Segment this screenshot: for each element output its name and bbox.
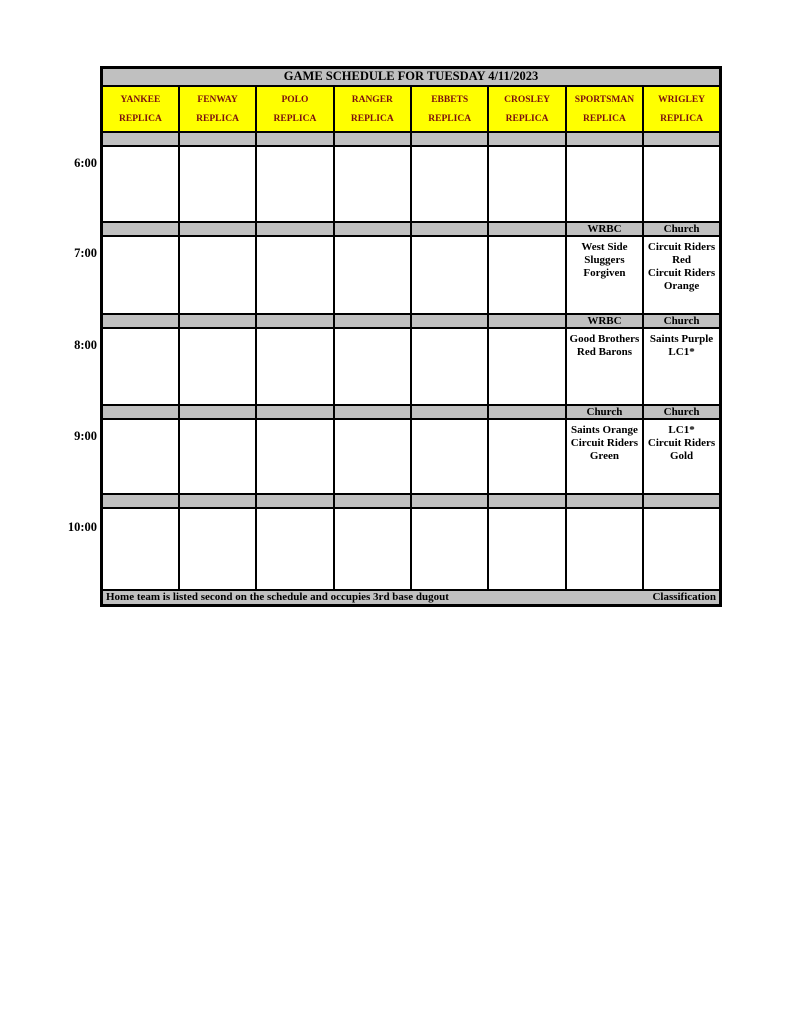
band-cell <box>256 132 333 146</box>
field-header-crosley <box>488 86 565 132</box>
band-cell <box>488 314 565 328</box>
game-cell <box>256 508 333 590</box>
band-cell <box>334 494 411 508</box>
game-cell <box>102 146 179 222</box>
footer-row <box>102 590 721 606</box>
field-header-wrigley <box>643 86 720 132</box>
team-name: Good Brothers <box>569 332 640 345</box>
field-sub: REPLICA <box>119 113 162 124</box>
game-row-800 <box>102 328 721 405</box>
game-cell-wrigley <box>643 236 720 314</box>
game-cell <box>334 508 411 590</box>
band-label-wrigley: Church <box>643 314 720 328</box>
game-cell <box>488 146 565 222</box>
band-row-700 <box>102 222 721 236</box>
game-row-700 <box>102 236 721 314</box>
game-row-600 <box>102 146 721 222</box>
field-sub: REPLICA <box>583 113 626 124</box>
band-cell <box>334 314 411 328</box>
field-sub: REPLICA <box>273 113 317 124</box>
game-cell-wrigley <box>643 419 720 494</box>
field-name: WRIGLEY <box>658 94 706 105</box>
game-cell <box>256 419 333 494</box>
game-cell <box>488 236 565 314</box>
band-label-wrigley: Church <box>643 405 720 419</box>
game-cell <box>256 328 333 405</box>
band-cell <box>488 222 565 236</box>
game-cell-wrigley <box>643 146 720 222</box>
band-row-800 <box>102 314 721 328</box>
classification-label: Classification <box>652 590 716 603</box>
game-cell <box>411 508 488 590</box>
field-name: YANKEE <box>120 94 161 105</box>
game-cell <box>179 419 256 494</box>
band-cell <box>411 405 488 419</box>
field-header-polo <box>256 86 333 132</box>
game-row-1000 <box>102 508 721 590</box>
band-cell <box>256 494 333 508</box>
game-cell <box>102 236 179 314</box>
band-cell <box>102 222 179 236</box>
team-name: Red Barons <box>576 345 632 358</box>
time-label-8: 8:00 <box>74 338 97 352</box>
band-row-1000 <box>102 494 721 508</box>
game-cell-wrigley <box>643 508 720 590</box>
game-cell-sportsman <box>566 328 643 405</box>
field-header-yankee <box>102 86 179 132</box>
game-cell-sportsman <box>566 146 643 222</box>
band-cell <box>179 132 256 146</box>
band-label-sportsman: WRBC <box>566 222 643 236</box>
band-label-wrigley: Church <box>643 222 720 236</box>
game-cell <box>102 419 179 494</box>
title-row <box>102 68 721 86</box>
band-cell <box>334 222 411 236</box>
band-cell <box>411 132 488 146</box>
field-name: CROSLEY <box>504 94 551 105</box>
schedule-table <box>100 66 722 607</box>
team-name: Saints Purple <box>649 332 714 345</box>
field-name: SPORTSMAN <box>574 94 635 105</box>
team-name: Circuit Riders Red <box>647 240 716 266</box>
game-cell <box>411 146 488 222</box>
game-cell <box>179 236 256 314</box>
team-name: Circuit Riders Gold <box>647 436 716 462</box>
band-row-900 <box>102 405 721 419</box>
band-cell <box>256 405 333 419</box>
field-header-sportsman <box>566 86 643 132</box>
game-cell <box>179 146 256 222</box>
band-row-600 <box>102 132 721 146</box>
band-label-sportsman: WRBC <box>566 314 643 328</box>
game-cell <box>334 146 411 222</box>
page-title: GAME SCHEDULE FOR TUESDAY 4/11/2023 <box>102 68 721 86</box>
field-header-row <box>102 86 721 132</box>
game-cell <box>179 328 256 405</box>
field-header-fenway <box>179 86 256 132</box>
band-label-wrigley <box>643 132 720 146</box>
game-cell-sportsman <box>566 508 643 590</box>
band-label-sportsman <box>566 132 643 146</box>
game-cell-wrigley <box>643 328 720 405</box>
band-cell <box>488 405 565 419</box>
game-cell <box>102 328 179 405</box>
game-cell <box>179 508 256 590</box>
band-cell <box>179 314 256 328</box>
field-sub: REPLICA <box>196 113 239 124</box>
game-cell <box>334 236 411 314</box>
band-cell <box>334 132 411 146</box>
game-row-900 <box>102 419 721 494</box>
field-header-ranger <box>334 86 411 132</box>
team-name: Circuit Riders Orange <box>647 266 716 292</box>
game-cell <box>334 328 411 405</box>
field-name: FENWAY <box>197 94 238 105</box>
game-cell <box>411 419 488 494</box>
band-cell <box>102 405 179 419</box>
band-cell <box>411 314 488 328</box>
game-cell-sportsman <box>566 419 643 494</box>
band-label-wrigley <box>643 494 720 508</box>
field-name: EBBETS <box>431 94 469 105</box>
game-cell <box>488 419 565 494</box>
team-name: Circuit Riders Green <box>570 436 639 462</box>
time-label-7: 7:00 <box>74 246 97 260</box>
band-cell <box>256 222 333 236</box>
field-sub: REPLICA <box>505 113 549 124</box>
team-name: West Side Sluggers <box>581 240 628 266</box>
band-cell <box>179 222 256 236</box>
field-header-ebbets <box>411 86 488 132</box>
band-cell <box>179 494 256 508</box>
game-cell <box>102 508 179 590</box>
game-cell <box>488 508 565 590</box>
team-name: LC1* <box>668 345 695 358</box>
time-label-6: 6:00 <box>74 156 97 170</box>
footer-note: Home team is listed second on the schedule and occupies 3rd base dugout <box>106 590 449 603</box>
game-cell <box>411 236 488 314</box>
game-cell <box>256 146 333 222</box>
schedule-table-wrap <box>100 66 722 607</box>
band-cell <box>102 132 179 146</box>
game-cell-sportsman <box>566 236 643 314</box>
field-name: POLO <box>281 94 309 105</box>
band-cell <box>488 494 565 508</box>
field-sub: REPLICA <box>428 113 472 124</box>
band-cell <box>102 314 179 328</box>
band-cell <box>411 494 488 508</box>
band-label-sportsman <box>566 494 643 508</box>
band-cell <box>102 494 179 508</box>
band-cell <box>488 132 565 146</box>
field-sub: REPLICA <box>660 113 703 124</box>
game-cell <box>334 419 411 494</box>
time-label-9: 9:00 <box>74 429 97 443</box>
band-cell <box>334 405 411 419</box>
footer-cell <box>102 590 721 606</box>
band-cell <box>256 314 333 328</box>
field-name: RANGER <box>351 94 393 105</box>
game-cell <box>488 328 565 405</box>
team-name: LC1* <box>668 423 695 436</box>
band-cell <box>179 405 256 419</box>
field-sub: REPLICA <box>350 113 394 124</box>
game-cell <box>256 236 333 314</box>
time-label-10: 10:00 <box>67 520 97 534</box>
team-name: Saints Orange <box>570 423 638 436</box>
team-name: Forgiven <box>583 266 626 279</box>
band-cell <box>411 222 488 236</box>
band-label-sportsman: Church <box>566 405 643 419</box>
game-cell <box>411 328 488 405</box>
